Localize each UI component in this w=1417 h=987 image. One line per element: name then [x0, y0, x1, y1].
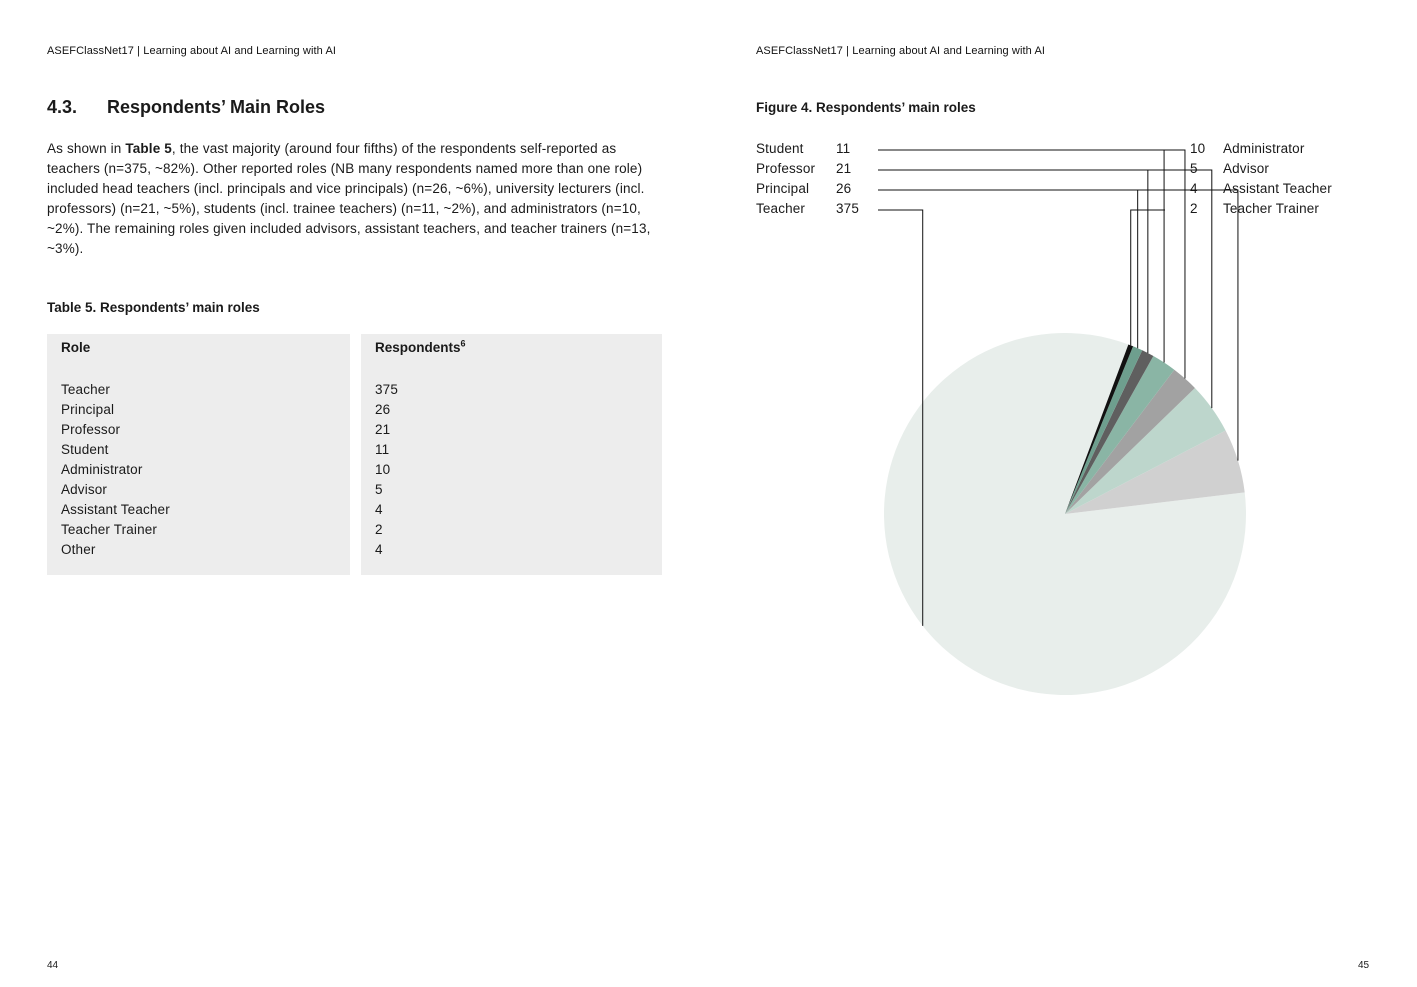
chart-label-name: Teacher Trainer [1223, 201, 1320, 216]
running-head-right: ASEFClassNet17 | Learning about AI and Learning with AI [756, 45, 1046, 57]
chart-label-value: 26 [836, 181, 852, 196]
table-cell-count: 5 [375, 482, 383, 497]
page-number-right: 45 [1358, 960, 1370, 971]
table-cell-count: 375 [375, 382, 398, 397]
table-reference-link: Table 5 [125, 141, 172, 156]
running-head-left: ASEFClassNet17 | Learning about AI and Learning with AI [47, 45, 337, 57]
leader-line-administrator [1164, 150, 1165, 363]
section-number: 4.3. [47, 97, 78, 117]
chart-label-name: Professor [756, 161, 816, 176]
figure-caption: Figure 4. Respondents’ main roles [756, 100, 976, 115]
table-caption: Table 5. Respondents’ main roles [47, 300, 260, 315]
table-cell-role: Assistant Teacher [61, 502, 170, 517]
table-cell-role: Student [61, 442, 109, 457]
respondents-header-label: Respondents [375, 340, 461, 355]
table-cell-count: 2 [375, 522, 383, 537]
chart-label-value: 375 [836, 201, 859, 216]
table-cell-role: Teacher Trainer [61, 522, 158, 537]
chart-label-name: Assistant Teacher [1223, 181, 1332, 196]
chart-label-name: Advisor [1223, 161, 1270, 176]
chart-label-value: 2 [1190, 201, 1198, 216]
table-cell-role: Principal [61, 402, 115, 417]
table-cell-count: 11 [375, 442, 390, 457]
table-cell-role: Advisor [61, 482, 108, 497]
section-title: Respondents’ Main Roles [107, 97, 326, 117]
chart-label-value: 10 [1190, 141, 1206, 156]
table-cell-count: 10 [375, 462, 391, 477]
chart-label-value: 4 [1190, 181, 1198, 196]
table-cell-count: 4 [375, 542, 383, 557]
table-cell-count: 4 [375, 502, 383, 517]
table-cell-role: Professor [61, 422, 121, 437]
footnote-marker: 6 [460, 338, 466, 349]
table-cell-role: Other [61, 542, 96, 557]
chart-label-name: Teacher [756, 201, 806, 216]
chart-label-value: 21 [836, 161, 852, 176]
chart-label-value: 5 [1190, 161, 1198, 176]
chart-label-name: Administrator [1223, 141, 1305, 156]
body-prefix: As shown in [47, 141, 126, 156]
chart-label-name: Principal [756, 181, 810, 196]
chart-label-value: 11 [836, 141, 851, 156]
leader-line-advisor [1148, 170, 1165, 353]
body-rest: , the vast majority (around four fifths) of the respondents self-reported as teachers (n=375, ~82%). Other reported roles (NB many respondents named more than one role) included head teachers (incl. principals and vice principals) (n=26, ~6%), university lecturers (incl. professors) (n=21, ~5%), students (incl. trainee teachers) (n=11, ~2%), and administrators (n=10, ~2%). The remaining roles given included advisors, assistant teachers, and teacher trainers (n=13, ~3%). [47, 141, 651, 256]
chart-label-name: Student [756, 141, 804, 156]
page-number-left: 44 [47, 960, 59, 971]
leader-line-assistant-teacher [1138, 190, 1165, 348]
table-cell-role: Administrator [61, 462, 143, 477]
table-cell-count: 21 [375, 422, 391, 437]
table-header-role: Role [61, 340, 91, 355]
table-cell-role: Teacher [61, 382, 111, 397]
table-cell-count: 26 [375, 402, 391, 417]
